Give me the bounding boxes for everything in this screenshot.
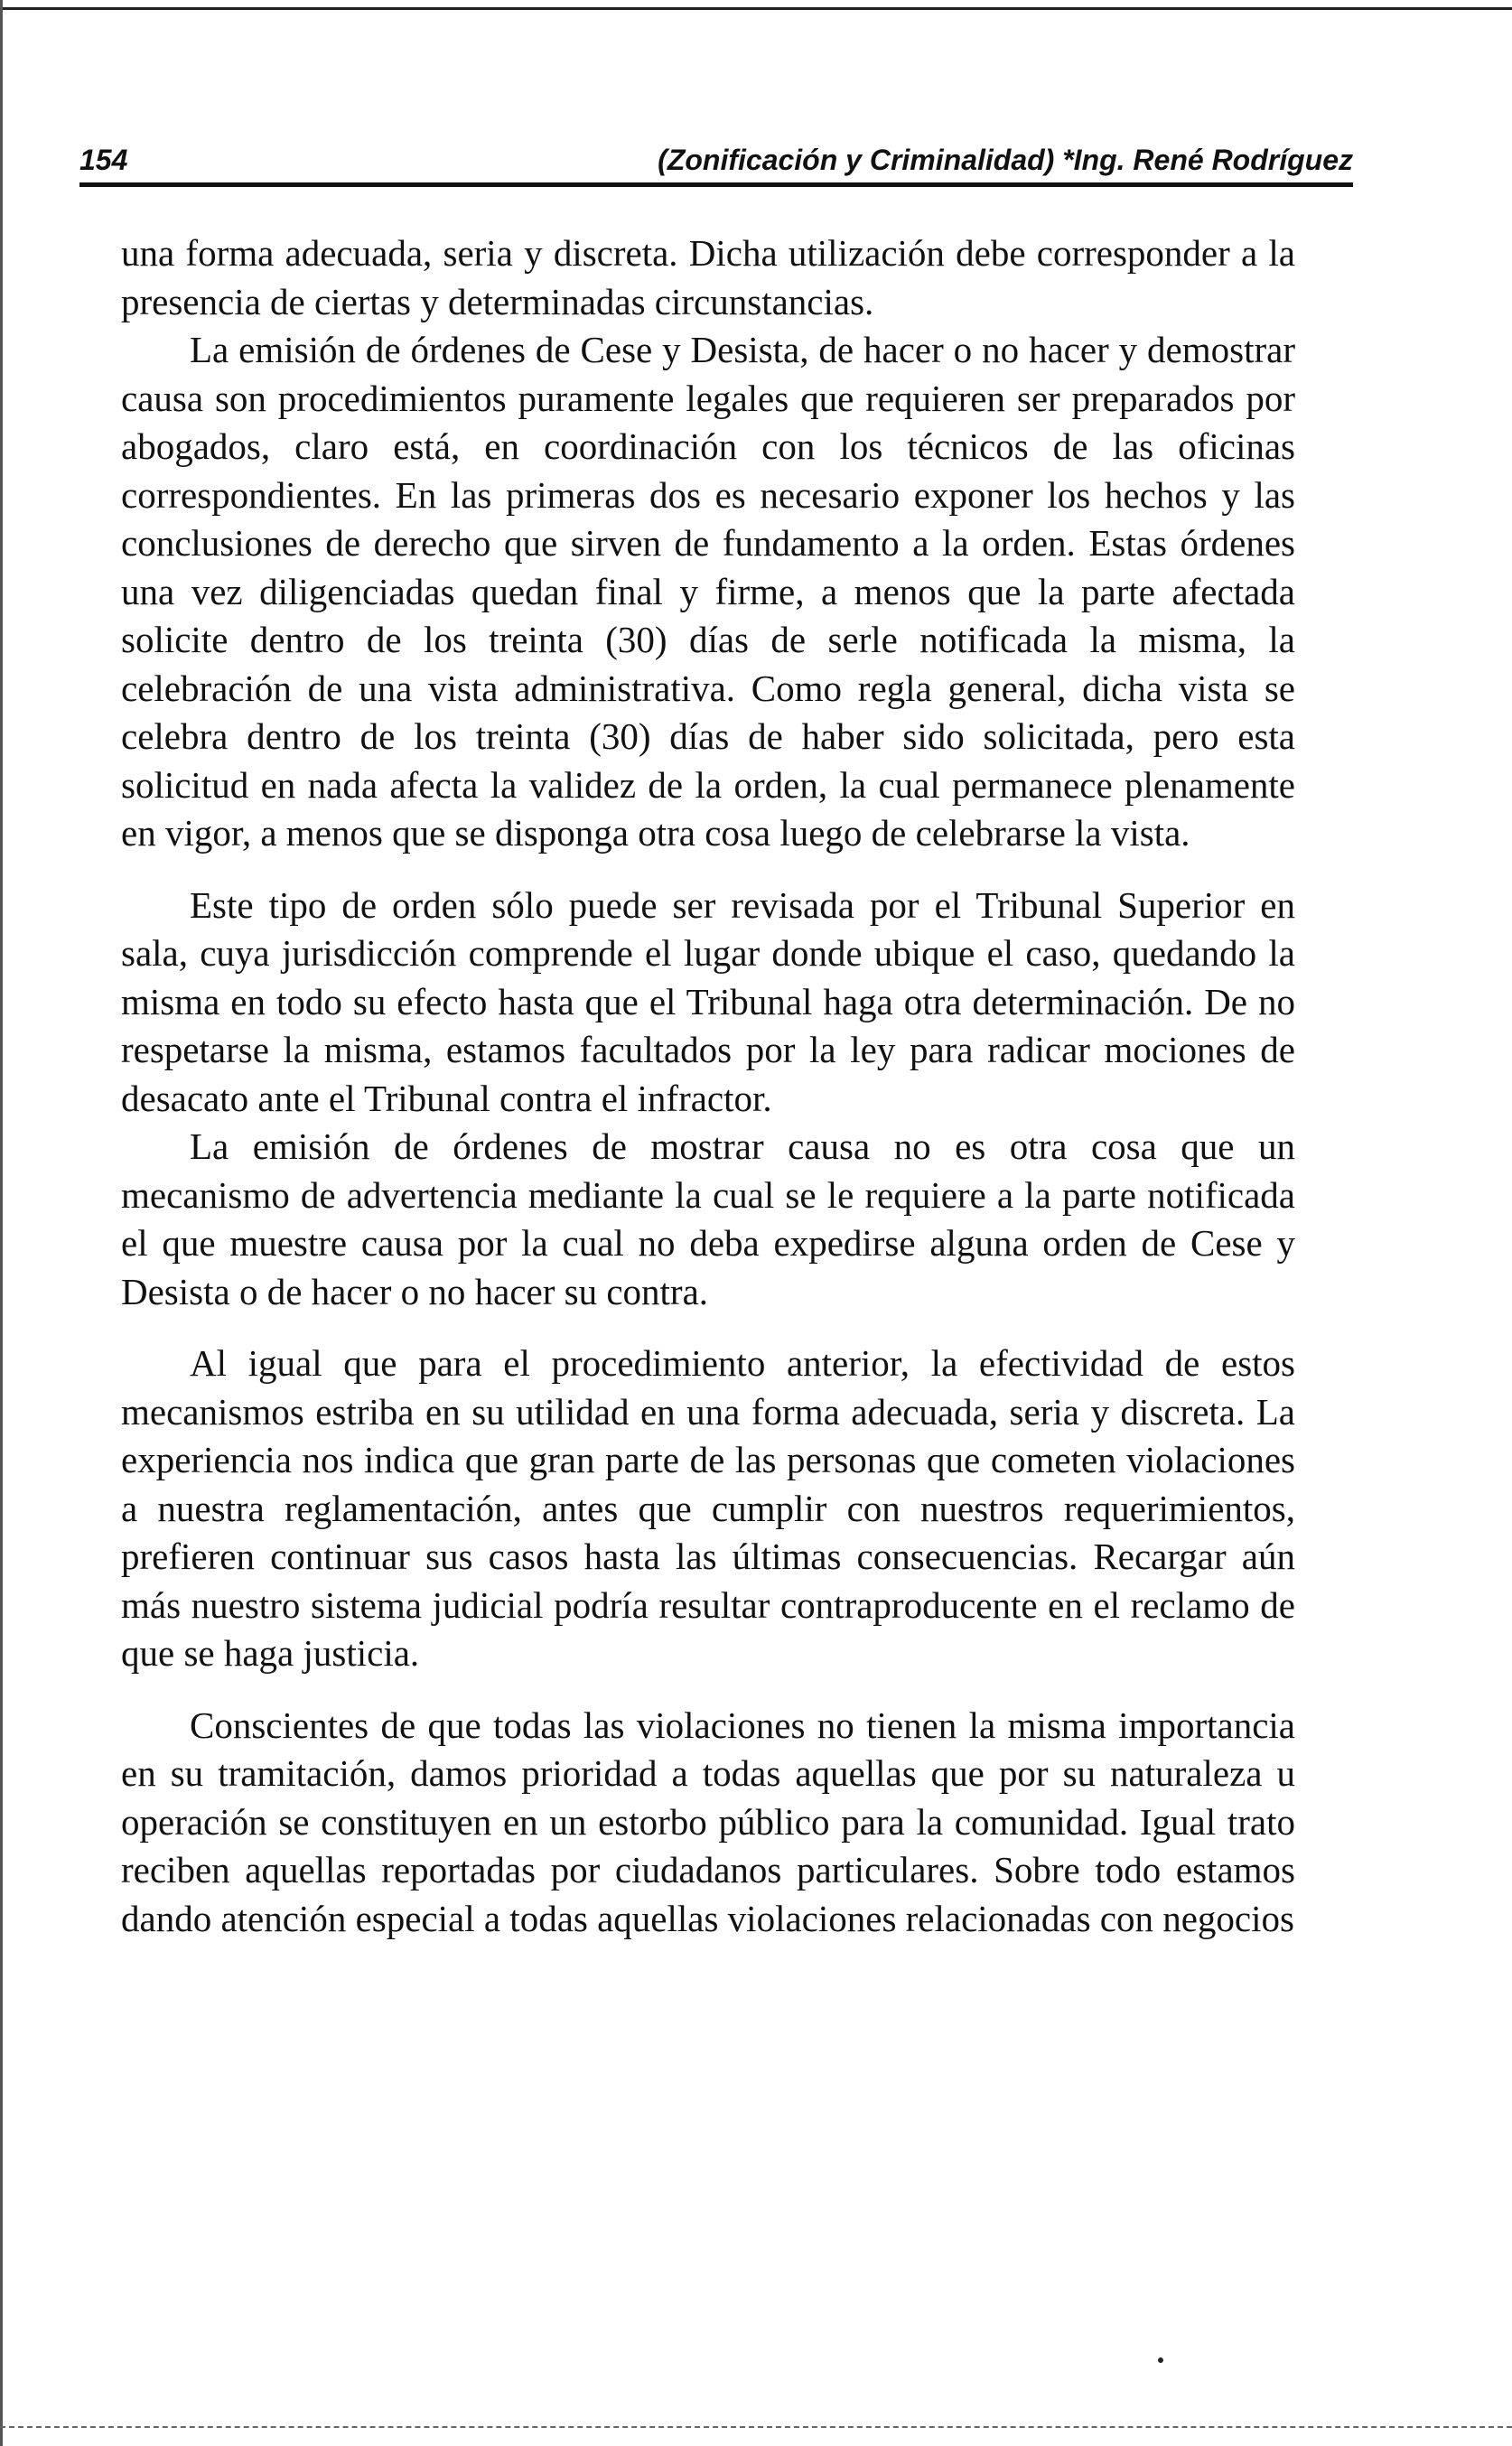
scan-speck — [1158, 2357, 1163, 2363]
body-text — [121, 229, 1295, 1943]
header-rule — [79, 182, 1353, 187]
paragraph-prioridad: Conscientes de que todas las violaciones no tienen la misma importancia en su tramitación, damos prioridad a todas aquellas que por su naturaleza u operación se constituyen en un estorbo público para la comunidad. Igual trato reciben aquellas reportadas por ciudadanos particulares. Sobre todo estamos dando atención especial a todas aquellas violaciones relacionadas con negocios — [121, 1704, 1295, 1939]
paragraph-tribunal-superior: Este tipo de orden sólo puede ser revisada por el Tribunal Superior en sala, cuya jurisdicción comprende el lugar donde ubique el caso, quedando la misma en todo su efecto hasta que el Tribunal haga otra determinación. De no respetarse la misma, estamos facultados por la ley para radicar mociones de desacato ante el Tribunal contra el infractor. — [121, 883, 1295, 1119]
paragraph-cese-desista: La emisión de órdenes de Cese y Desista, de hacer o no hacer y demostrar causa son procedimientos puramente legales que requieren ser preparados por abogados, claro está, en coordinación con los técnicos de las oficinas correspondientes. En las primeras dos es necesario exponer los hechos y las conclusiones de derecho que sirven de fundamento a la orden. Estas órdenes una vez diligenciadas quedan final y firme, a menos que la parte afectada solicite dentro de los treinta (30) días de serle notificada la misma, la celebración de una vista administrativa. Como regla general, dicha vista se celebra dentro de los treinta (30) días de haber sido solicitada, pero esta solicitud en nada afecta la validez de la orden, la cual permanece plenamente en vigor, a menos que se disponga otra cosa luego de celebrarse la vista. — [121, 329, 1295, 854]
running-title: (Zonificación y Criminalidad) *Ing. René Rodríguez — [658, 144, 1353, 176]
paragraph-efectividad: Al igual que para el procedimiento anterior, la efectividad de estos mecanismos estriba en su utilidad en una forma adecuada, seria y discreta. La experiencia nos indica que gran parte de las personas que cometen violaciones a nuestra reglamentación, antes que cumplir con nuestros requerimientos, prefieren continuar sus casos hasta las últimas consecuencias. Recargar aún más nuestro sistema judicial podría resultar contraproducente en el reclamo de que se haga justicia. — [121, 1342, 1295, 1674]
paragraph-mostrar-causa: La emisión de órdenes de mostrar causa no es otra cosa que un mecanismo de advertencia mediante la cual se le requiere a la parte notificada el que muestre causa por la cual no deba expedirse alguna orden de Cese y Desista o de hacer o no hacer su contra. — [121, 1125, 1295, 1312]
page-number: 154 — [79, 144, 128, 176]
scan-bottom-edge — [0, 2426, 1512, 2428]
scan-top-edge — [0, 7, 1512, 10]
scan-left-edge — [0, 0, 3, 2446]
paragraph-continuation: una forma adecuada, seria y discreta. Dicha utilización debe corresponder a la presencia de ciertas y determinadas circunstancias. — [121, 232, 1295, 322]
page-header — [79, 135, 1353, 186]
